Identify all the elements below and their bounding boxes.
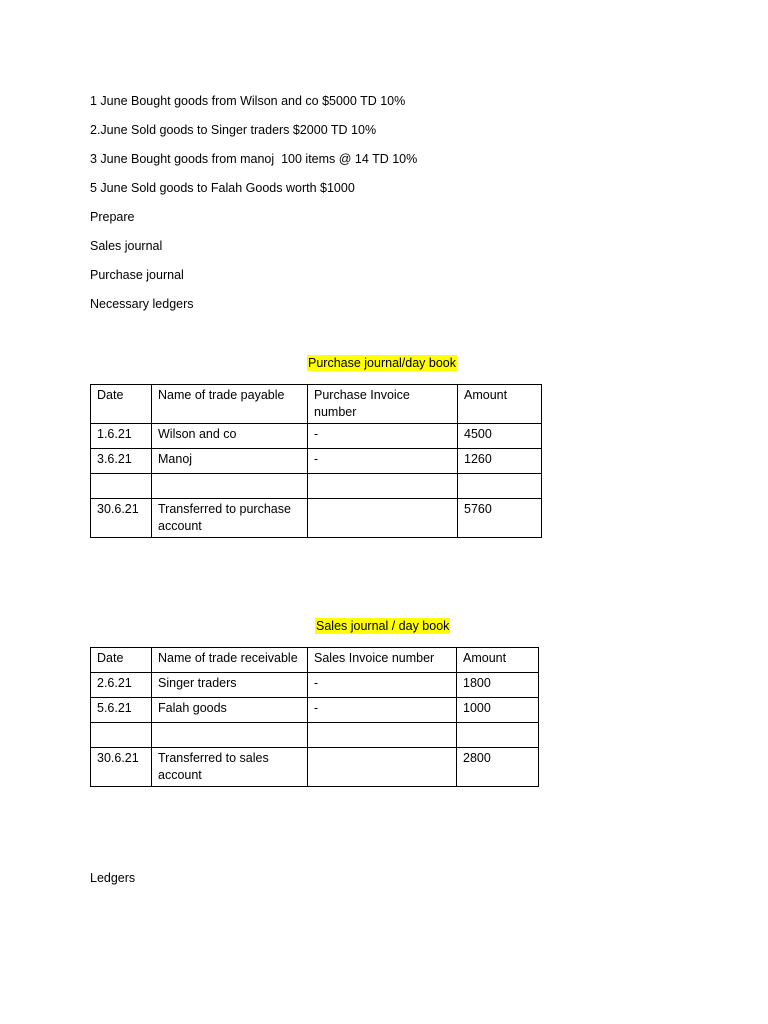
cell-name: Singer traders	[152, 673, 308, 698]
table-row	[91, 673, 539, 698]
cell-invoice: -	[308, 698, 457, 723]
cell-name: Wilson and co	[152, 424, 308, 449]
ledgers-heading: Ledgers	[90, 871, 136, 885]
cell-name: Transferred to purchase account	[152, 499, 308, 538]
table-row-total	[91, 748, 539, 787]
header-cell-invoice: Purchase Invoice number	[308, 385, 458, 424]
cell-invoice	[308, 723, 457, 748]
cell-date: 3.6.21	[91, 449, 152, 474]
table-row	[91, 424, 542, 449]
cell-amount: 5760	[458, 499, 542, 538]
cell-invoice	[308, 499, 458, 538]
transaction-line: 3 June Bought goods from manoj 100 items @ 14 TD 10%	[90, 152, 418, 166]
instruction-line: Sales journal	[90, 239, 163, 253]
cell-amount: 2800	[457, 748, 539, 787]
table-header-row	[91, 385, 542, 424]
header-cell-amount: Amount	[458, 385, 542, 424]
purchase-journal-title: Purchase journal/day book	[308, 356, 457, 370]
cell-invoice	[308, 748, 457, 787]
table-row-total	[91, 499, 542, 538]
cell-name: Falah goods	[152, 698, 308, 723]
cell-amount	[458, 474, 542, 499]
transaction-line: 2.June Sold goods to Singer traders $2000 TD 10%	[90, 123, 377, 137]
cell-amount: 4500	[458, 424, 542, 449]
table-row-empty	[91, 474, 542, 499]
purchase-journal-table	[90, 384, 542, 538]
table-row-empty	[91, 723, 539, 748]
cell-amount: 1260	[458, 449, 542, 474]
cell-invoice: -	[308, 424, 458, 449]
cell-date: 30.6.21	[91, 499, 152, 538]
instruction-line: Necessary ledgers	[90, 297, 194, 311]
header-cell-amount: Amount	[457, 648, 539, 673]
header-cell-invoice: Sales Invoice number	[308, 648, 457, 673]
cell-amount: 1000	[457, 698, 539, 723]
sales-journal-title: Sales journal / day book	[316, 619, 450, 633]
cell-name: Transferred to sales account	[152, 748, 308, 787]
header-cell-name: Name of trade receivable	[152, 648, 308, 673]
table-row	[91, 698, 539, 723]
header-cell-date: Date	[91, 648, 152, 673]
header-cell-date: Date	[91, 385, 152, 424]
instruction-line: Prepare	[90, 210, 135, 224]
cell-date: 1.6.21	[91, 424, 152, 449]
cell-date	[91, 723, 152, 748]
cell-date: 5.6.21	[91, 698, 152, 723]
transaction-line: 1 June Bought goods from Wilson and co $5000 TD 10%	[90, 94, 406, 108]
cell-name	[152, 723, 308, 748]
table-header-row	[91, 648, 539, 673]
cell-amount: 1800	[457, 673, 539, 698]
instruction-line: Purchase journal	[90, 268, 184, 282]
cell-invoice: -	[308, 449, 458, 474]
header-cell-name: Name of trade payable	[152, 385, 308, 424]
transaction-line: 5 June Sold goods to Falah Goods worth $1000	[90, 181, 355, 195]
cell-invoice: -	[308, 673, 457, 698]
cell-amount	[457, 723, 539, 748]
table-row	[91, 449, 542, 474]
cell-invoice	[308, 474, 458, 499]
cell-name: Manoj	[152, 449, 308, 474]
cell-date: 30.6.21	[91, 748, 152, 787]
cell-name	[152, 474, 308, 499]
sales-journal-table	[90, 647, 539, 787]
cell-date	[91, 474, 152, 499]
cell-date: 2.6.21	[91, 673, 152, 698]
